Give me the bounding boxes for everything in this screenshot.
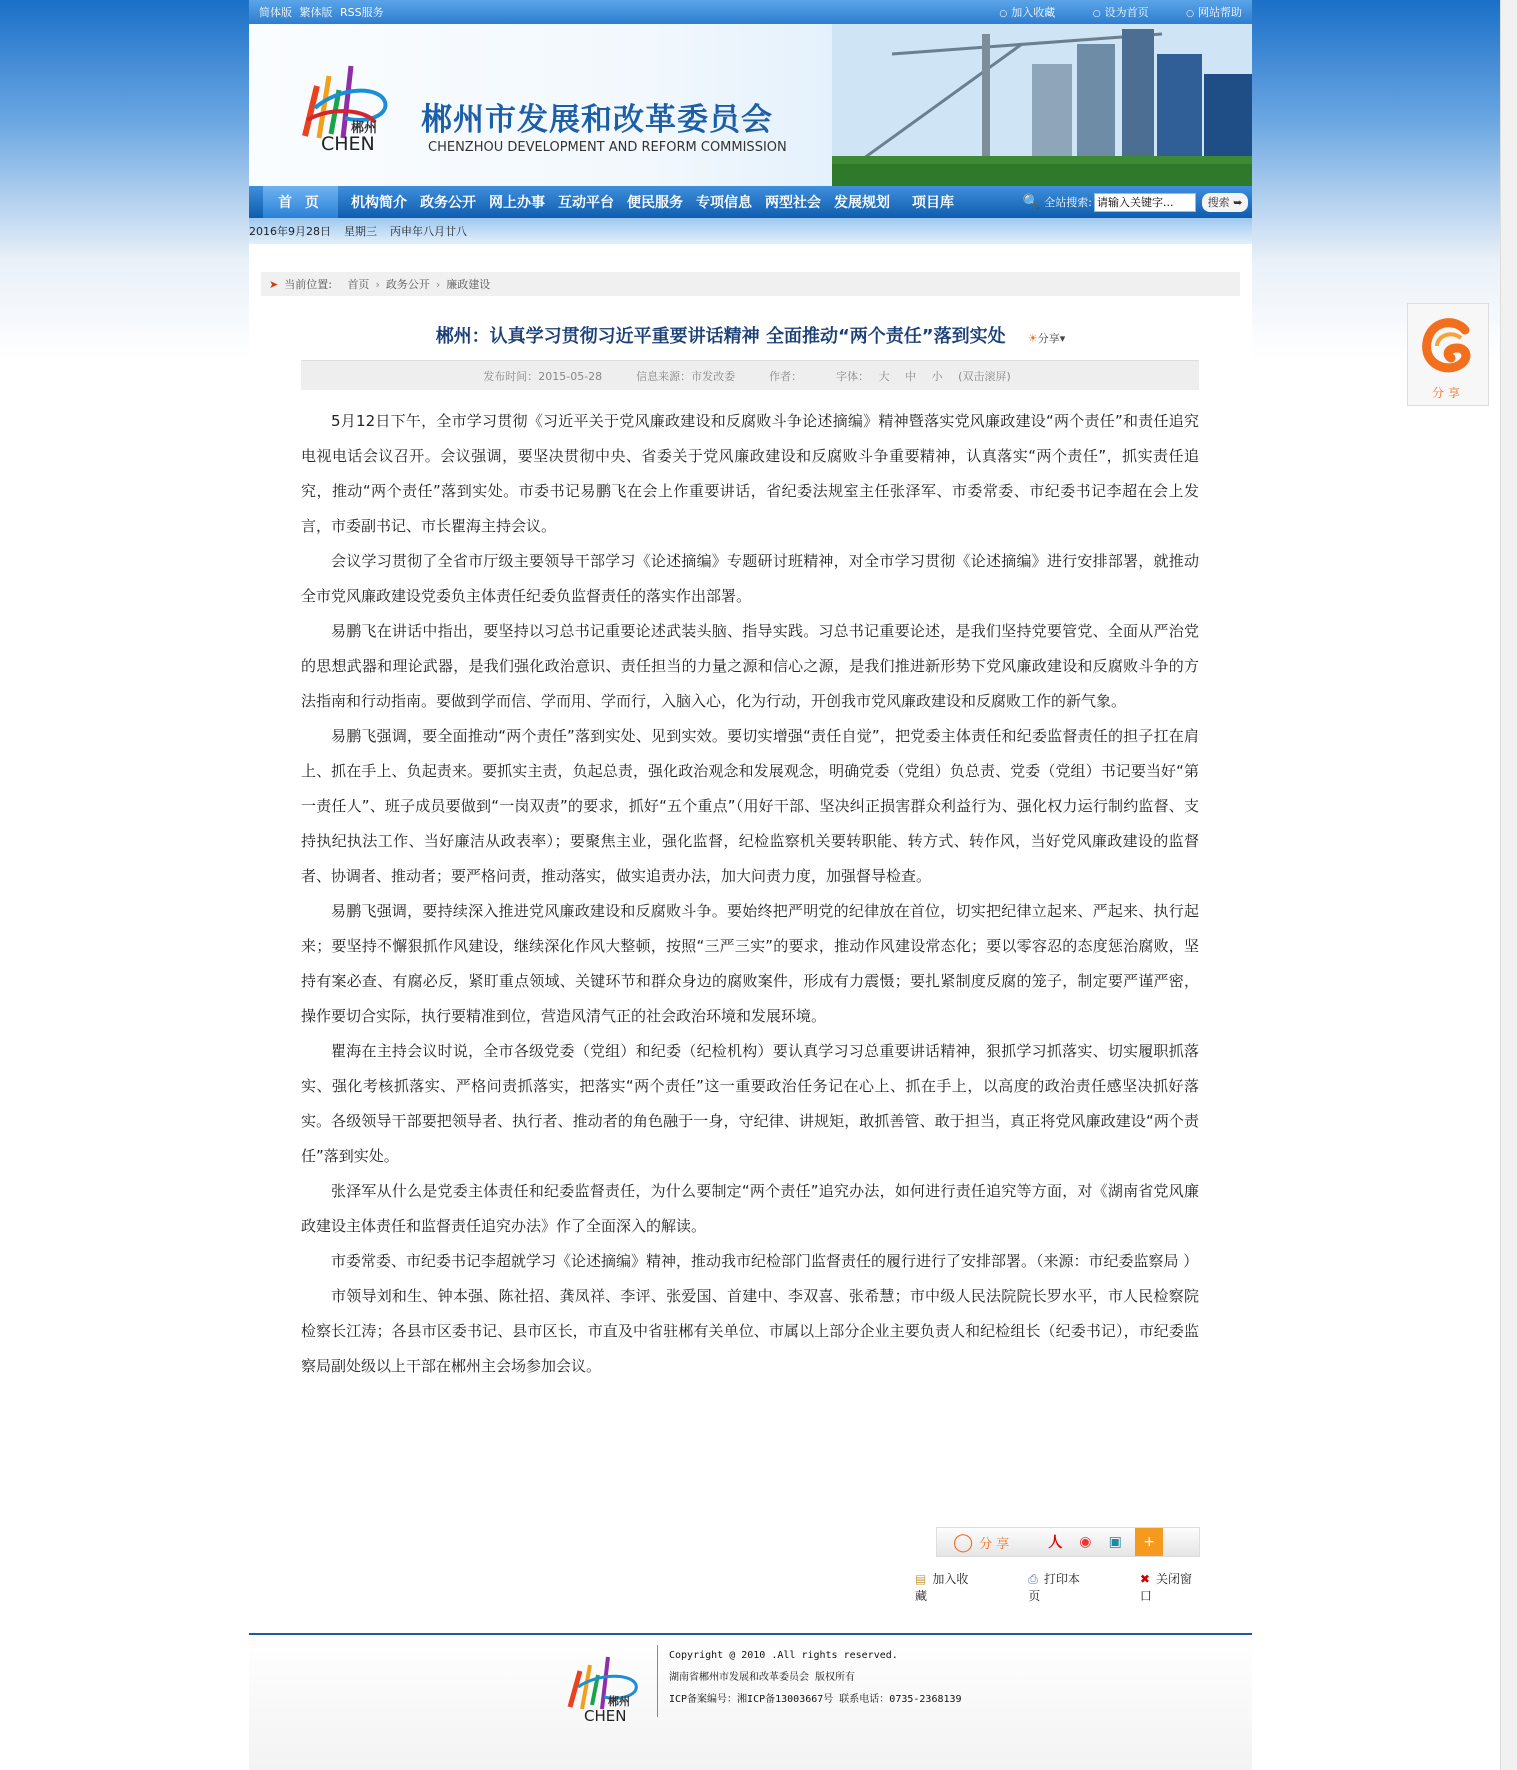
chen-logo[interactable] <box>285 46 395 166</box>
article-title: 郴州：认真学习贯彻习近平重要讲话精神 全面推动“两个责任”落到实处 <box>435 326 1006 347</box>
breadcrumb-gov-info[interactable]: 政务公开 <box>385 278 430 291</box>
logo-city-cn: 郴州 <box>351 121 378 136</box>
page-container <box>249 0 1252 1770</box>
search-icon: 🔍 <box>1022 194 1041 210</box>
add-favorite-label: 加入收藏 <box>915 1572 969 1603</box>
floating-share-button[interactable] <box>1407 303 1489 406</box>
breadcrumb-arrow-icon: ➤ <box>269 277 279 291</box>
author: 作者： <box>769 369 803 383</box>
site-title-cn: 郴州市发展和改革委员会 <box>421 102 773 138</box>
article-paragraph: 张泽军从什么是党委主体责任和纪委监督责任，为什么要制定“两个责任”追究办法，如何进行责任追究等方面，对《湖南省党风廉政建设主体责任和监督责任追究办法》作了全面深入的解读。 <box>301 1182 1199 1235</box>
share-bar-label[interactable]: 分 享 <box>979 1536 1010 1552</box>
footer-divider <box>657 1645 658 1717</box>
article-paragraph: 易鹏飞强调，要全面推动“两个责任”落到实处、见到实效。要切实增强“责任自觉”，把党委主体责任和纪委监督责任的担子扛在肩上、抓在手上、负起责来。要抓实主责，负起总责，强化政治观念和发展观念，明确党委（党组）负总责、党委（党组）书记要当好“第一责任人”、班子成员要做到“一岗双责”的要求，抓好“五个重点”（用好干部、坚决纠正损害群众利益行为、强化权力运行制约监督、支持执纪执法工作、当好廉洁从政表率）；要聚焦主业，强化监督，纪检监察机关要转职能、转方式、转作风，当好党风廉政建设的监督者、协调者、推动者；要严格问责，推动落实，做实追责办法，加大问责力度，加强督导检查。 <box>301 727 1199 885</box>
copyright-owner: 湖南省郴州市发展和改革委员会 版权所有 <box>669 1672 856 1683</box>
set-homepage-link[interactable]: ○ 设为首页 <box>1093 6 1149 19</box>
simplified-link[interactable]: 简体版 <box>259 6 292 19</box>
font-size-small[interactable]: 小 <box>931 369 943 383</box>
article-meta <box>301 360 1199 390</box>
icp-contact: ICP备案编号：湘ICP备13003667号 联系电话：0735-2368139 <box>669 1694 962 1705</box>
article-tools <box>915 1570 1252 1604</box>
share-logo-icon: ◯ <box>953 1531 974 1553</box>
article-paragraph: 市领导刘和生、钟本强、陈社招、龚凤祥、李评、张爱国、首建中、李双喜、张希慧；市中级人民法院院长罗水平，市人民检察院检察长江涛；各县市区委书记、县市区长，市直及中省驻郴有关单位、市属以上部分企业主要负责人和纪检组长（纪委书记），市纪委监察局副处级以上干部在郴州主会场参加会议。 <box>301 1287 1199 1375</box>
nav-item-projects[interactable]: 项目库 <box>912 195 954 211</box>
title-share-button[interactable] <box>1028 332 1065 345</box>
article-paragraph: 5月12日下午，全市学习贯彻《习近平关于党风廉政建设和反腐败斗争论述摘编》精神暨落实党风廉政建设“两个责任”和责任追究电视电话会议召开。会议强调，要坚决贯彻中央、省委关于党风廉政建设和反腐败斗争重要精神，认真落实“两个责任”，抓实责任追究，推动“两个责任”落到实处。市委书记易鹏飞在会上作重要讲话，省纪委法规室主任张泽军、市委常委、市纪委书记李超在会上发言，市委副书记、市长瞿海主持会议。 <box>301 412 1199 535</box>
nav-item-convenience[interactable]: 便民服务 <box>627 195 683 211</box>
footer-chen-logo <box>554 1645 644 1730</box>
site-help-link[interactable]: ○ 网站帮助 <box>1186 6 1242 19</box>
footer-logo-city-cn: 郴州 <box>608 1695 630 1708</box>
site-title-en: CHENZHOU DEVELOPMENT AND REFORM COMMISSION <box>428 140 787 155</box>
breadcrumb-current[interactable]: 廉政建设 <box>446 278 491 291</box>
rss-link[interactable]: RSS服务 <box>340 6 384 19</box>
nav-item-gov-info[interactable]: 政务公开 <box>420 195 476 211</box>
nav-item-development-plan[interactable]: 发展规划 <box>834 195 890 211</box>
share-icon: ☀ <box>1027 332 1038 345</box>
breadcrumb-separator-icon: › <box>375 277 380 291</box>
search-button-label: 搜索 <box>1207 196 1230 209</box>
nav-item-about[interactable]: 机构简介 <box>351 195 407 211</box>
top-utility-bar <box>249 0 1252 24</box>
arrow-right-icon: ➥ <box>1233 195 1243 209</box>
publish-time: 发布时间：2015-05-28 <box>483 369 603 383</box>
more-share-icon[interactable]: + <box>1135 1528 1163 1556</box>
traditional-link[interactable]: 繁体版 <box>299 6 333 19</box>
share-bar <box>936 1527 1200 1557</box>
nav-item-online-service[interactable]: 网上办事 <box>489 195 545 211</box>
search-label: 全站搜索: <box>1044 196 1092 209</box>
share-logo-icon <box>1417 312 1479 382</box>
copyright: Copyright @ 2010 .All rights reserved. <box>669 1650 898 1661</box>
add-favorite-link[interactable]: ○ 加入收藏 <box>999 6 1055 19</box>
lunar-date: 丙申年八月廿八 <box>390 225 467 238</box>
font-size-large[interactable]: 大 <box>878 369 890 383</box>
print-label: 打印本页 <box>1028 1572 1080 1603</box>
city-skyline-image <box>832 24 1252 186</box>
renren-share-icon[interactable]: 人 <box>1048 1535 1063 1551</box>
breadcrumb-home[interactable]: 首页 <box>347 278 370 291</box>
close-window-label: 关闭窗口 <box>1139 1572 1192 1603</box>
article-title-row <box>249 322 1252 348</box>
bookmark-icon: ▤ <box>915 1572 927 1586</box>
search-button[interactable] <box>1202 193 1248 212</box>
search-input[interactable] <box>1094 193 1196 212</box>
header-banner <box>249 24 1252 186</box>
font-size-label: 字体： <box>836 369 870 383</box>
current-date: 2016年9月28日 <box>249 225 331 238</box>
main-nav <box>249 186 1252 218</box>
title-share-label: 分享 <box>1037 332 1060 345</box>
breadcrumb-separator-icon <box>338 278 342 291</box>
nav-item-two-type-society[interactable]: 两型社会 <box>765 195 821 211</box>
print-button[interactable] <box>1028 1570 1112 1604</box>
language-links <box>259 4 388 20</box>
footer <box>249 1633 1252 1770</box>
print-icon: ⎙ <box>1028 1572 1038 1586</box>
browser-scrollbar[interactable] <box>1500 0 1517 1770</box>
breadcrumb <box>261 272 1240 296</box>
article-paragraph: 瞿海在主持会议时说，全市各级党委（党组）和纪委（纪检机构）要认真学习习总重要讲话精神，狠抓学习抓落实、切实履职抓落实、强化考核抓落实、严格问责抓落实，把落实“两个责任”这一重要政治任务记在心上、抓在手上，以高度的政治责任感坚决抓好落实。各级领导干部要把领导者、执行者、推动者的角色融于一身，守纪律、讲规矩，敢抓善管、敢于担当，真正将党风廉政建设“两个责任”落到实处。 <box>301 1042 1199 1165</box>
date-bar <box>249 218 1252 244</box>
article-paragraph: 市委常委、市纪委书记李超就学习《论述摘编》精神，推动我市纪检部门监督责任的履行进行了安排部署。（来源：市纪委监察局 ） <box>331 1252 1199 1270</box>
close-window-button[interactable] <box>1140 1570 1224 1604</box>
footer-text <box>669 1645 962 1711</box>
scroll-hint[interactable]: (双击滚屏) <box>958 369 1011 383</box>
font-size-controls <box>836 368 1017 384</box>
article-paragraph: 会议学习贯彻了全省市厅级主要领导干部学习《论述摘编》专题研讨班精神，对全市学习贯彻《论述摘编》进行安排部署，就推动全市党风廉政建设党委负主体责任纪委负监督责任的落实作出部署。 <box>301 552 1199 605</box>
site-search <box>1023 193 1248 212</box>
breadcrumb-label: 当前位置: <box>284 278 332 291</box>
utility-links <box>965 4 1242 20</box>
breadcrumb-separator-icon: › <box>435 277 441 291</box>
article-paragraph: 易鹏飞强调，要持续深入推进党风廉政建设和反腐败斗争。要始终把严明党的纪律放在首位，切实把纪律立起来、严起来、执行起来；要坚持不懈狠抓作风建设，继续深化作风大整顿，按照“三严三实”的要求，推动作风建设常态化；要以零容忍的态度惩治腐败，坚持有案必查、有腐必反，紧盯重点领域、关键环节和群众身边的腐败案件，形成有力震慑；要扎紧制度反腐的笼子，制定要严谨严密，操作要切合实际，执行要精准到位，营造风清气正的社会政治环境和发展环境。 <box>301 902 1199 1025</box>
current-weekday: 星期三 <box>344 225 377 238</box>
info-source: 信息来源：市发改委 <box>636 369 736 383</box>
nav-item-interaction[interactable]: 互动平台 <box>558 195 614 211</box>
logo-city-en: CHEN <box>321 133 375 155</box>
font-size-medium[interactable]: 中 <box>905 369 917 383</box>
floating-share-label: 分享 <box>1431 386 1464 400</box>
nav-home[interactable]: 首 页 <box>263 186 338 218</box>
qq-share-icon[interactable]: ▣ <box>1108 1534 1122 1550</box>
article-paragraph: 易鹏飞在讲话中指出，要坚持以习总书记重要论述武装头脑、指导实践。习总书记重要论述，是我们坚持党要管党、全面从严治党的思想武器和理论武器，是我们强化政治意识、责任担当的力量之源和信心之源，是我们推进新形势下党风廉政建设和反腐败斗争的方法指南和行动指南。要做到学而信、学而用、学而行，入脑入心，化为行动，开创我市党风廉政建设和反腐败工作的新气象。 <box>301 622 1199 710</box>
close-icon: ✖ <box>1139 1572 1150 1586</box>
chevron-down-icon: ▾ <box>1059 332 1066 345</box>
footer-logo-city-en: CHEN <box>584 1707 627 1725</box>
add-favorite-button[interactable] <box>915 1570 1000 1604</box>
weibo-share-icon[interactable]: ◉ <box>1079 1534 1092 1550</box>
article-body <box>301 404 1199 1384</box>
nav-item-special-info[interactable]: 专项信息 <box>696 195 752 211</box>
